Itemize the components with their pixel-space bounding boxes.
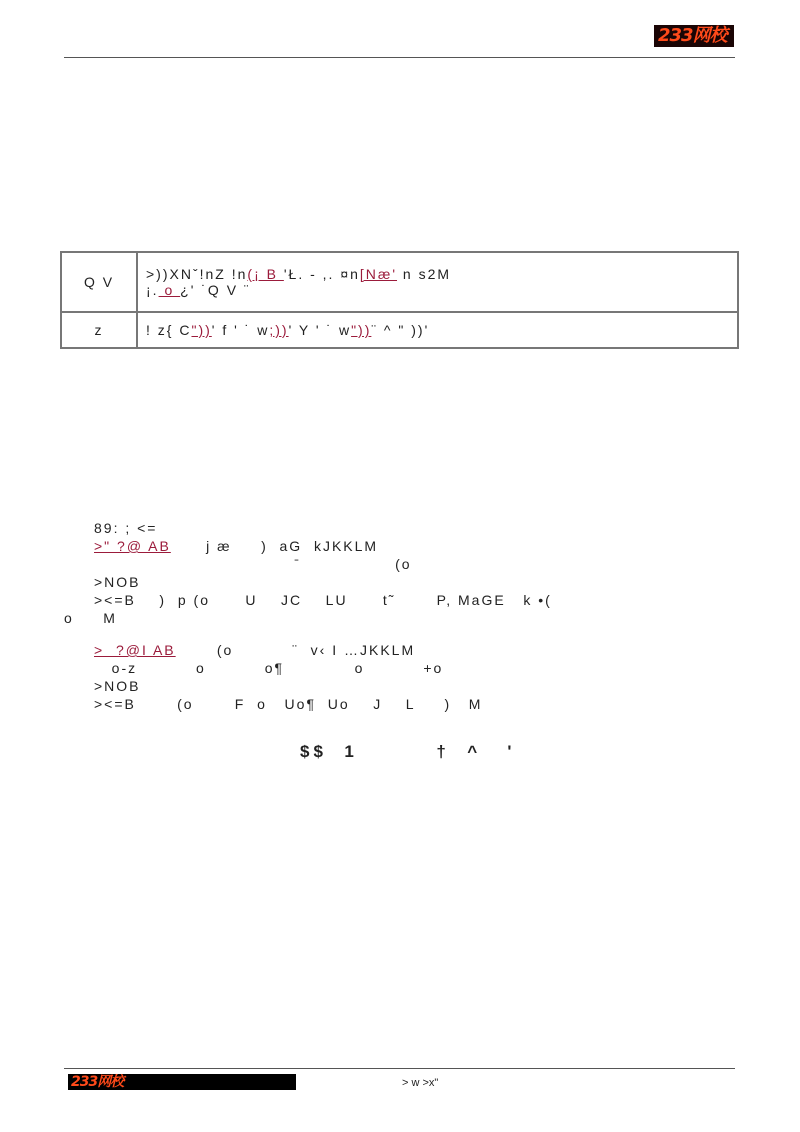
row-content: [137, 312, 738, 348]
inline-link[interactable]: [Næ': [359, 266, 398, 282]
inline-link[interactable]: >" ?@ AB: [94, 538, 171, 554]
row-text: ' f ' ˙ w: [211, 322, 270, 338]
heading-line: $$ 1 † ^ ': [300, 742, 516, 761]
inline-link[interactable]: > ?@I AB: [94, 642, 176, 658]
list-item: >NOB: [94, 574, 141, 590]
list-item: ><=B ) p (o U JC LU t˜ P, MaGE k •(: [94, 592, 552, 608]
inline-link[interactable]: (¡ B: [247, 266, 284, 282]
inline-link[interactable]: ")): [191, 322, 212, 338]
inline-link[interactable]: ")): [351, 322, 372, 338]
list-item: [94, 538, 378, 554]
table-row: [61, 312, 738, 348]
row-label: z: [61, 312, 137, 348]
page-number: > w >x": [402, 1077, 439, 1089]
header-divider: [64, 57, 735, 58]
site-logo[interactable]: 233网校: [654, 25, 734, 47]
list-item: ˉ (o: [94, 556, 412, 572]
list-item: o M: [64, 610, 117, 626]
list-item: >NOB: [94, 678, 141, 694]
table-row: [61, 252, 738, 312]
row-text: ¿' ˙Q V ¨: [180, 282, 251, 298]
inline-link[interactable]: o: [158, 282, 181, 298]
list-item: 89: ; <=: [94, 520, 158, 536]
row-label: Q V: [61, 252, 137, 312]
list-text: (o ¨ v‹ I …JKKLM: [175, 642, 416, 658]
row-text: ¨ ^ " ))': [371, 322, 430, 338]
row-text: ! z{ C: [146, 322, 192, 338]
row-text: 'Ł. - ,. ¤n: [283, 266, 360, 282]
row-text: ' Y ' ˙ w: [288, 322, 352, 338]
row-text: ¡.: [146, 282, 159, 298]
list-item: [94, 642, 415, 658]
row-content: [137, 252, 738, 312]
list-text: j æ ) aG kJKKLM: [170, 538, 379, 554]
inline-link[interactable]: ;)): [269, 322, 289, 338]
info-table: [60, 251, 739, 349]
row-text: n s2M: [397, 266, 452, 282]
list-item: ><=B (o F o Uo¶ Uo J L ) M: [94, 696, 483, 712]
row-text: >))XNˇ!nZ !n: [146, 266, 248, 282]
footer-divider: [64, 1068, 735, 1069]
list-item: o-z o o¶ o +o: [94, 660, 444, 676]
footer-logo[interactable]: 233网校: [68, 1074, 296, 1090]
